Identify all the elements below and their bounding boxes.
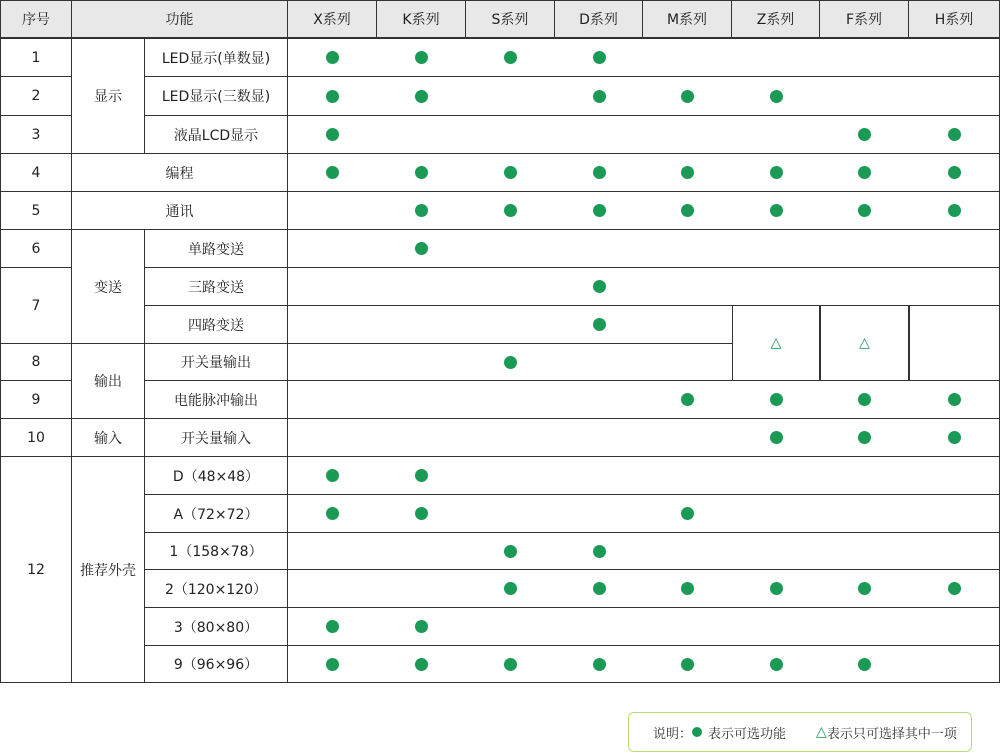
mark-cell [732, 570, 820, 608]
header-series-cell [732, 0, 820, 39]
mark-cell [732, 381, 820, 419]
mark-cell [643, 344, 732, 381]
mark-cell [643, 116, 732, 154]
mark-cell [820, 116, 909, 154]
available-dot-icon [326, 90, 339, 103]
available-dot-icon [326, 658, 339, 671]
available-dot-icon [948, 393, 961, 406]
mark-cell [288, 77, 377, 116]
mark-cell [820, 192, 909, 230]
mark-cell [288, 192, 377, 230]
mark-cell [643, 381, 732, 419]
row-category: 推荐外壳 [80, 562, 136, 579]
row-feature: LED显示(三数显) [161, 89, 271, 105]
mark-cell [555, 344, 643, 381]
mark-cell [466, 608, 555, 646]
legend-dot-text: 表示可选功能 [708, 726, 787, 742]
row-index: 6 [31, 240, 41, 257]
mark-cell [288, 381, 377, 419]
mark-cell [555, 419, 643, 457]
available-dot-icon [593, 280, 606, 293]
available-dot-icon [770, 393, 783, 406]
mark-cell [555, 77, 643, 116]
mark-cell [555, 495, 643, 533]
mark-cell [643, 230, 732, 268]
mark-cell [377, 381, 466, 419]
category-cell [72, 230, 145, 344]
available-dot-icon [504, 51, 517, 64]
mark-cell [820, 381, 909, 419]
available-dot-icon [593, 582, 606, 595]
mark-cell [732, 77, 820, 116]
mark-cell [466, 39, 555, 77]
category-cell [72, 39, 145, 154]
row-feature: 液晶LCD显示 [173, 127, 259, 144]
available-dot-icon [681, 658, 694, 671]
available-dot-icon [858, 431, 871, 444]
triangle-icon: △ [859, 335, 870, 351]
index-cell [0, 419, 72, 457]
mark-cell [288, 116, 377, 154]
mark-cell [555, 116, 643, 154]
available-dot-icon [504, 545, 517, 558]
available-dot-icon [415, 620, 428, 633]
available-dot-icon [415, 51, 428, 64]
mark-cell [377, 495, 466, 533]
mark-cell [288, 419, 377, 457]
mark-cell [555, 608, 643, 646]
mark-cell [555, 230, 643, 268]
mark-cell [643, 608, 732, 646]
mark-cell [288, 457, 377, 495]
feature-cell [72, 192, 288, 230]
category-cell [72, 419, 145, 457]
available-dot-icon [415, 658, 428, 671]
row-feature: 三路变送 [188, 279, 244, 296]
header-series: M系列 [666, 12, 708, 28]
row-feature: 1（158×78） [169, 544, 263, 560]
mark-cell [288, 306, 377, 344]
mark-cell [377, 646, 466, 683]
exclusive-option-cell [820, 306, 909, 381]
available-dot-icon [681, 393, 694, 406]
mark-cell [909, 192, 1000, 230]
mark-cell [820, 230, 909, 268]
row-category: 显示 [94, 89, 122, 105]
mark-cell [377, 608, 466, 646]
mark-cell [820, 533, 909, 570]
mark-cell [555, 306, 643, 344]
available-dot-icon [858, 582, 871, 595]
row-feature: 9（96×96） [173, 657, 259, 673]
available-dot-icon [858, 658, 871, 671]
row-feature: 3（80×80） [173, 619, 259, 636]
mark-cell [377, 344, 466, 381]
mark-cell [288, 39, 377, 77]
mark-cell [732, 230, 820, 268]
index-cell [0, 344, 72, 381]
row-category: 输入 [94, 430, 122, 447]
mark-cell [288, 344, 377, 381]
category-cell [72, 344, 145, 419]
row-feature: D（48×48） [172, 468, 260, 485]
mark-cell [732, 646, 820, 683]
header-series-cell [909, 0, 1000, 39]
row-feature: 单路变送 [188, 241, 244, 258]
available-dot-icon [415, 166, 428, 179]
index-cell [0, 381, 72, 419]
available-dot-icon [504, 166, 517, 179]
header-series: X系列 [313, 12, 351, 28]
mark-cell [377, 230, 466, 268]
mark-cell [555, 192, 643, 230]
mark-cell [466, 192, 555, 230]
mark-cell [643, 533, 732, 570]
row-index: 10 [27, 429, 45, 446]
mark-cell [909, 116, 1000, 154]
mark-cell [643, 39, 732, 77]
mark-cell [555, 381, 643, 419]
row-feature: 通讯 [165, 203, 194, 220]
available-dot-icon [770, 204, 783, 217]
mark-cell [909, 419, 1000, 457]
mark-cell [377, 39, 466, 77]
header-series-cell [555, 0, 643, 39]
mark-cell [555, 570, 643, 608]
mark-cell [555, 457, 643, 495]
row-index: 7 [31, 297, 41, 314]
index-cell [0, 77, 72, 116]
triangle-icon: △ [770, 335, 782, 351]
header-series: D系列 [579, 12, 618, 28]
available-dot-icon [770, 658, 783, 671]
feature-cell [145, 646, 288, 683]
row-index: 2 [31, 88, 41, 104]
legend-triangle-icon: △ [816, 724, 827, 740]
row-index: 3 [31, 126, 41, 143]
row-category: 变送 [94, 279, 122, 296]
index-cell [0, 192, 72, 230]
available-dot-icon [948, 128, 961, 141]
available-dot-icon [858, 128, 871, 141]
mark-cell [820, 608, 909, 646]
mark-cell [466, 154, 555, 192]
mark-cell [288, 646, 377, 683]
available-dot-icon [858, 393, 871, 406]
mark-cell [732, 419, 820, 457]
available-dot-icon [593, 658, 606, 671]
row-feature: A（72×72） [173, 506, 259, 523]
mark-cell [377, 306, 466, 344]
mark-cell [820, 154, 909, 192]
available-dot-icon [326, 620, 339, 633]
feature-cell [145, 533, 288, 570]
mark-cell [732, 457, 820, 495]
mark-cell [909, 268, 1000, 306]
header-series-cell [643, 0, 732, 39]
mark-cell [288, 154, 377, 192]
mark-cell [643, 77, 732, 116]
feature-cell [145, 419, 288, 457]
index-cell [0, 116, 72, 154]
legend [628, 712, 972, 752]
mark-cell [466, 381, 555, 419]
mark-cell [377, 77, 466, 116]
mark-cell [288, 495, 377, 533]
mark-cell [466, 457, 555, 495]
header-series: S系列 [491, 12, 529, 28]
header-series-cell [288, 0, 377, 39]
available-dot-icon [948, 431, 961, 444]
mark-cell [643, 306, 732, 344]
mark-cell [466, 230, 555, 268]
mark-cell [466, 533, 555, 570]
mark-cell [466, 306, 555, 344]
row-feature: 开关量输出 [181, 355, 251, 371]
available-dot-icon [948, 166, 961, 179]
available-dot-icon [593, 90, 606, 103]
mark-cell [466, 116, 555, 154]
mark-cell [820, 570, 909, 608]
mark-cell [555, 533, 643, 570]
mark-cell [909, 457, 1000, 495]
available-dot-icon [681, 507, 694, 520]
category-cell [72, 457, 145, 683]
mark-cell [555, 268, 643, 306]
mark-cell [288, 268, 377, 306]
row-feature: 四路变送 [188, 317, 244, 334]
mark-cell [643, 495, 732, 533]
header-function-cell [72, 0, 288, 39]
available-dot-icon [681, 90, 694, 103]
feature-cell [145, 77, 288, 116]
available-dot-icon [504, 658, 517, 671]
header-series: K系列 [402, 12, 440, 28]
available-dot-icon [326, 469, 339, 482]
available-dot-icon [415, 469, 428, 482]
available-dot-icon [415, 242, 428, 255]
row-index: 9 [31, 391, 41, 408]
available-dot-icon [504, 204, 517, 217]
mark-cell [643, 457, 732, 495]
available-dot-icon [770, 582, 783, 595]
mark-cell [732, 533, 820, 570]
feature-cell [145, 608, 288, 646]
row-category: 输出 [94, 374, 122, 390]
mark-cell [909, 570, 1000, 608]
mark-cell [909, 495, 1000, 533]
mark-cell [643, 570, 732, 608]
mark-cell [377, 533, 466, 570]
mark-cell [466, 344, 555, 381]
mark-cell [909, 154, 1000, 192]
mark-cell [288, 230, 377, 268]
mark-cell [909, 39, 1000, 77]
mark-cell [377, 116, 466, 154]
legend-prefix: 说明： [653, 726, 693, 742]
available-dot-icon [593, 204, 606, 217]
feature-cell [145, 495, 288, 533]
mark-cell [643, 646, 732, 683]
available-dot-icon [415, 90, 428, 103]
mark-cell [909, 381, 1000, 419]
mark-cell [377, 192, 466, 230]
row-feature: LED显示(单数显) [161, 50, 271, 67]
feature-cell [145, 344, 288, 381]
header-series: H系列 [934, 12, 974, 28]
row-index: 1 [31, 49, 41, 66]
mark-cell [732, 495, 820, 533]
index-cell [0, 457, 72, 683]
available-dot-icon [858, 204, 871, 217]
mark-cell [909, 77, 1000, 116]
legend-dot-icon [692, 727, 702, 737]
row-feature: 编程 [165, 165, 194, 182]
header-index-cell [0, 0, 72, 39]
mark-cell [288, 570, 377, 608]
mark-cell [466, 419, 555, 457]
mark-cell [732, 608, 820, 646]
available-dot-icon [326, 51, 339, 64]
mark-cell [643, 192, 732, 230]
feature-cell [145, 230, 288, 268]
feature-cell [145, 116, 288, 154]
mark-cell [288, 608, 377, 646]
available-dot-icon [948, 582, 961, 595]
row-feature: 电能脉冲输出 [174, 392, 258, 409]
mark-cell [732, 154, 820, 192]
mark-cell [555, 154, 643, 192]
mark-cell [466, 646, 555, 683]
available-dot-icon [770, 90, 783, 103]
row-index: 5 [31, 202, 41, 219]
row-index: 4 [31, 164, 41, 181]
mark-cell [820, 495, 909, 533]
exclusive-option-cell [732, 306, 820, 381]
header-function: 功能 [165, 12, 194, 28]
mark-cell [466, 268, 555, 306]
mark-cell [555, 39, 643, 77]
mark-cell [643, 419, 732, 457]
row-index: 12 [27, 561, 45, 578]
mark-cell [377, 419, 466, 457]
mark-cell [820, 77, 909, 116]
index-cell [0, 39, 72, 77]
mark-cell [909, 230, 1000, 268]
mark-cell [732, 192, 820, 230]
available-dot-icon [593, 51, 606, 64]
feature-cell [145, 268, 288, 306]
available-dot-icon [681, 166, 694, 179]
mark-cell [820, 457, 909, 495]
mark-cell [288, 533, 377, 570]
mark-cell [732, 116, 820, 154]
row-feature: 开关量输入 [181, 430, 251, 447]
available-dot-icon [681, 582, 694, 595]
mark-cell [466, 77, 555, 116]
available-dot-icon [770, 431, 783, 444]
available-dot-icon [326, 128, 339, 141]
index-cell [0, 154, 72, 192]
available-dot-icon [858, 166, 871, 179]
available-dot-icon [593, 545, 606, 558]
feature-cell [145, 381, 288, 419]
header-series-cell [820, 0, 909, 39]
feature-cell [145, 457, 288, 495]
mark-cell [820, 646, 909, 683]
mark-cell [909, 533, 1000, 570]
mark-cell [909, 646, 1000, 683]
feature-cell [145, 570, 288, 608]
available-dot-icon [593, 166, 606, 179]
mark-cell [377, 154, 466, 192]
feature-cell [145, 39, 288, 77]
feature-cell [145, 306, 288, 344]
header-series-cell [466, 0, 555, 39]
mark-cell [820, 39, 909, 77]
header-series: Z系列 [756, 12, 795, 28]
available-dot-icon [681, 204, 694, 217]
available-dot-icon [415, 507, 428, 520]
row-feature: 2（120×120） [164, 581, 268, 598]
mark-cell [909, 608, 1000, 646]
mark-cell [466, 570, 555, 608]
available-dot-icon [504, 356, 517, 369]
header-series: F系列 [845, 12, 883, 28]
available-dot-icon [326, 507, 339, 520]
mark-cell [732, 39, 820, 77]
row-index: 8 [31, 354, 41, 370]
index-cell [0, 230, 72, 268]
mark-cell [643, 268, 732, 306]
available-dot-icon [504, 582, 517, 595]
index-cell [0, 268, 72, 344]
available-dot-icon [593, 318, 606, 331]
available-dot-icon [415, 204, 428, 217]
exclusive-option-cell [909, 306, 1000, 381]
mark-cell [466, 495, 555, 533]
available-dot-icon [770, 166, 783, 179]
mark-cell [643, 154, 732, 192]
mark-cell [820, 419, 909, 457]
mark-cell [732, 268, 820, 306]
mark-cell [377, 268, 466, 306]
legend-triangle-text: 表示只可选择其中一项 [826, 726, 957, 742]
feature-cell [72, 154, 288, 192]
mark-cell [555, 646, 643, 683]
available-dot-icon [948, 204, 961, 217]
available-dot-icon [326, 166, 339, 179]
header-index: 序号 [22, 12, 50, 28]
mark-cell [377, 457, 466, 495]
header-series-cell [377, 0, 466, 39]
mark-cell [820, 268, 909, 306]
mark-cell [377, 570, 466, 608]
